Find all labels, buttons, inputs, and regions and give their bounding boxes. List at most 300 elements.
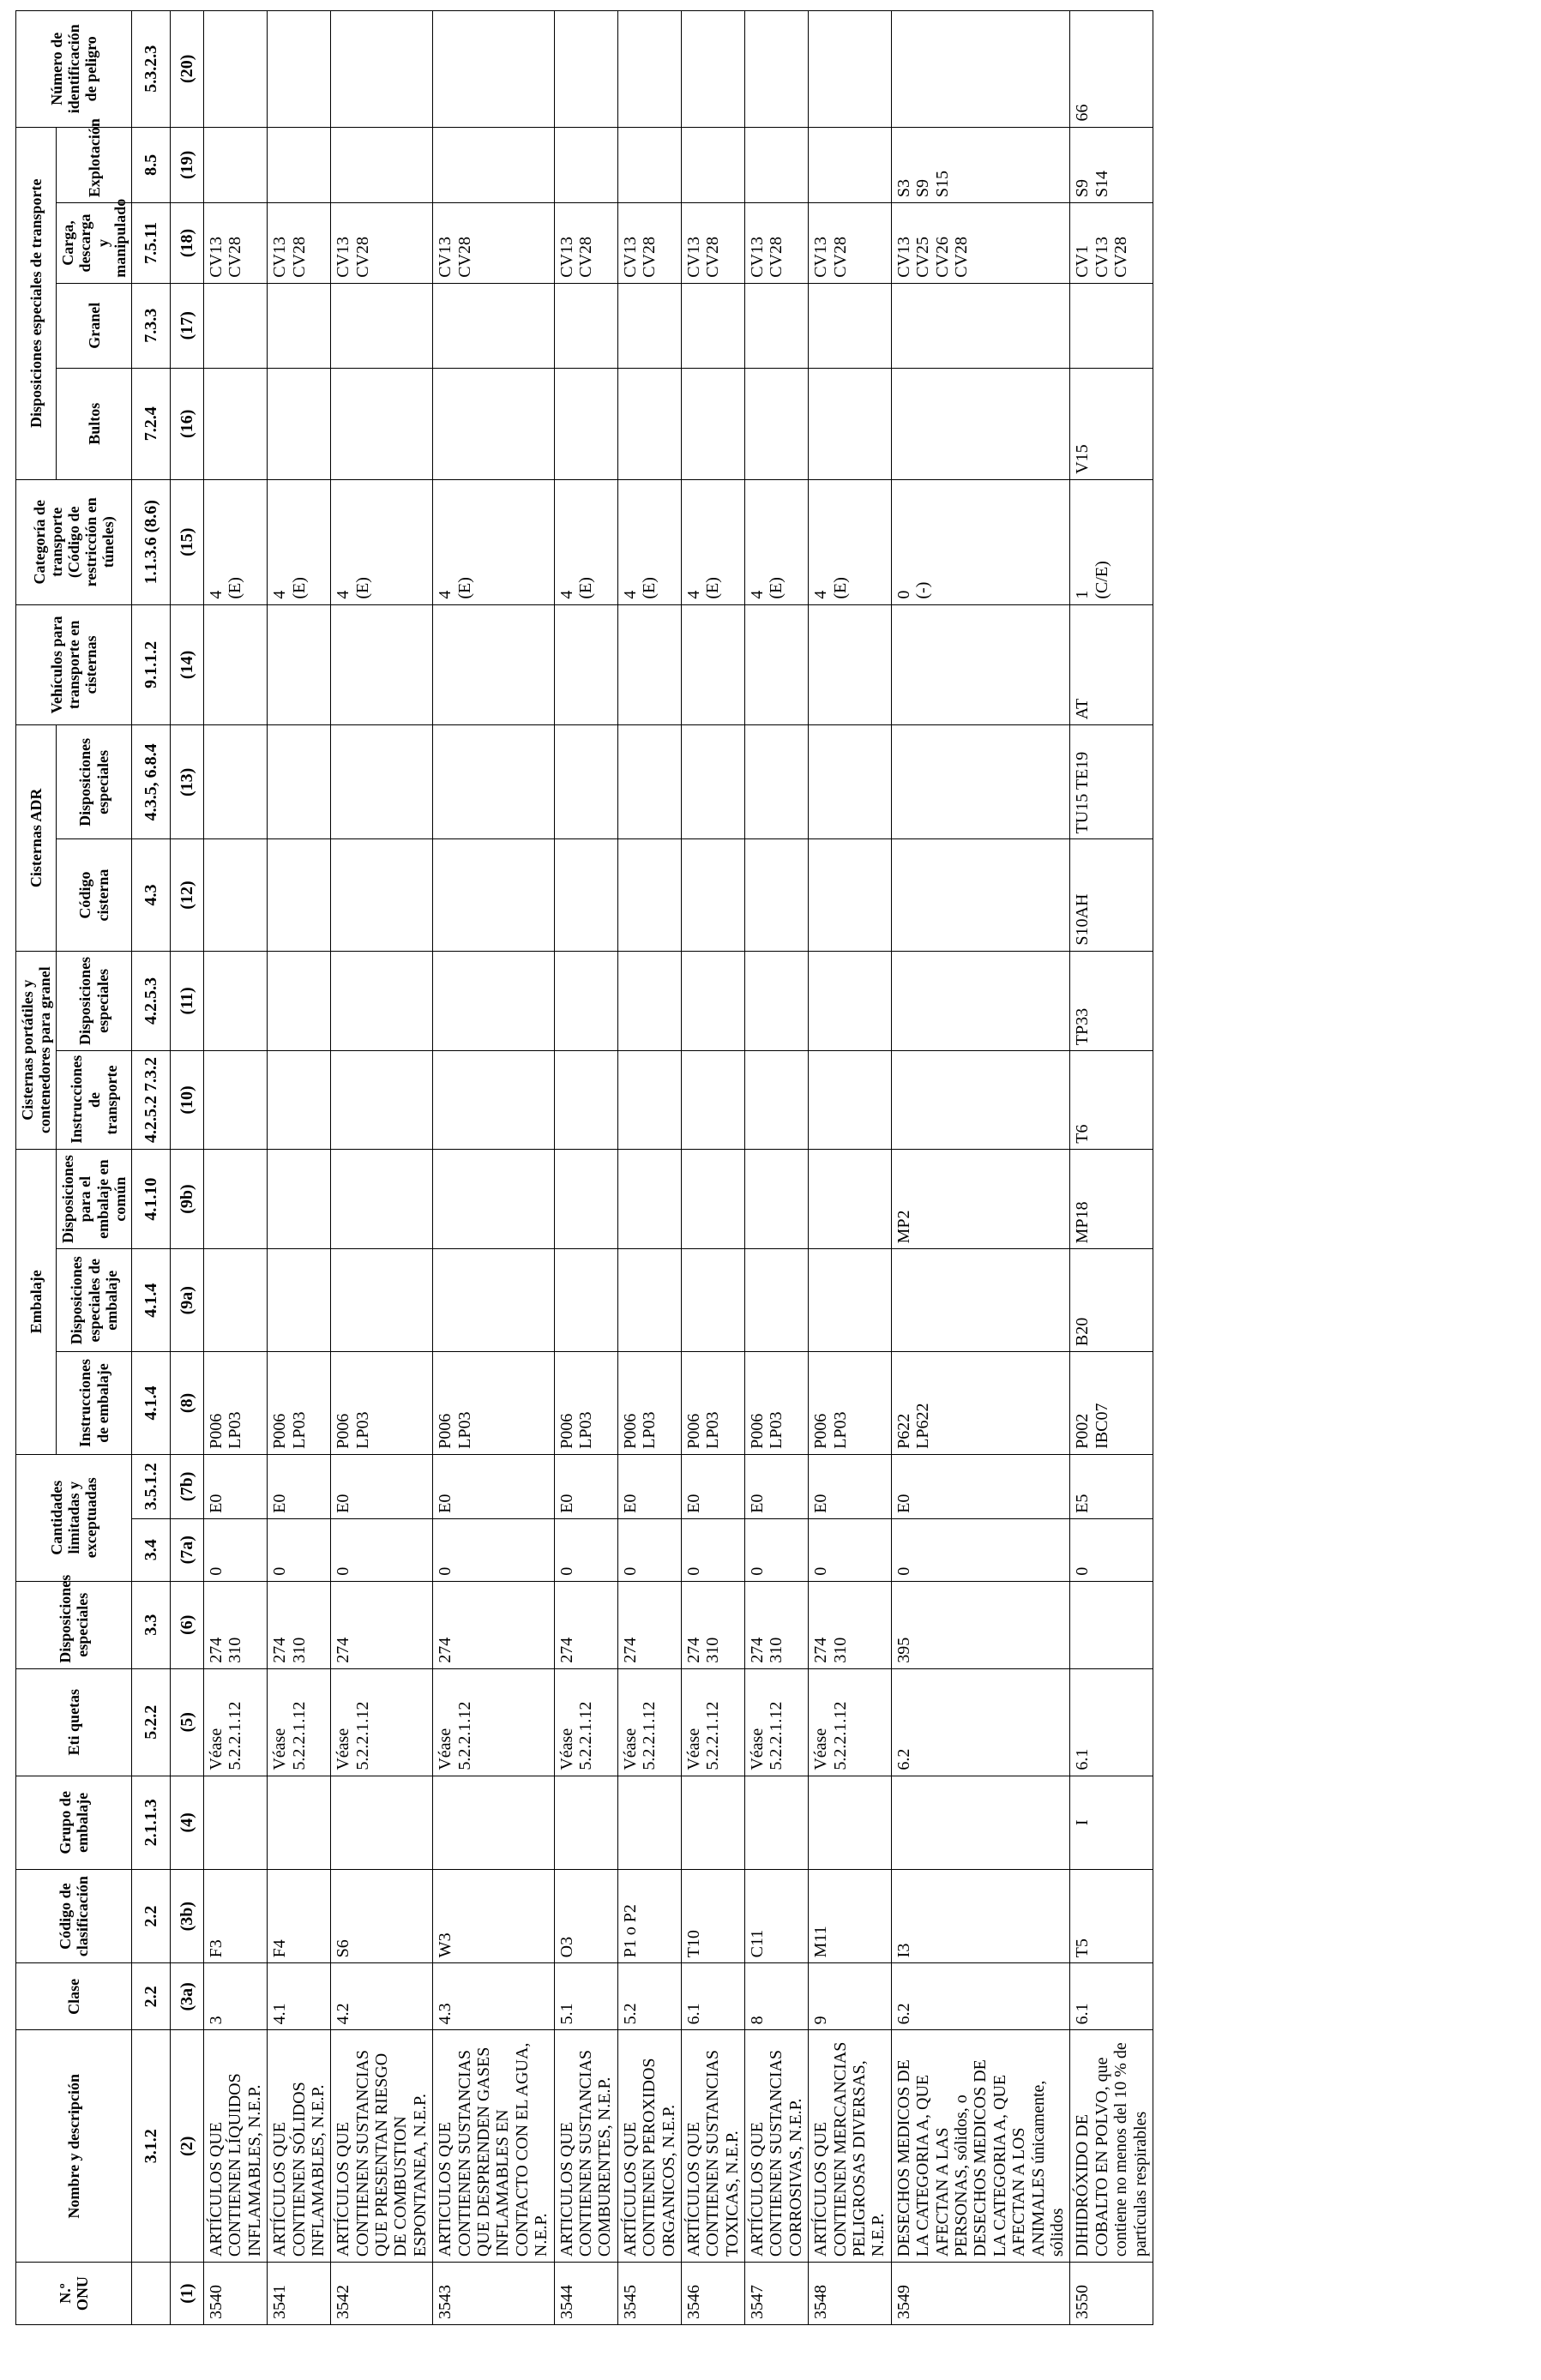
carga-cell-line: CV25 — [913, 237, 933, 278]
instrucciones-embalaje-cell — [554, 1352, 617, 1455]
clase-cell: 8 — [745, 1963, 809, 2030]
disp-especiales-cp-cell: TP33 — [1070, 951, 1153, 1051]
cantidad-exceptuada-cell: E0 — [433, 1454, 554, 1518]
header-granel: Granel — [57, 283, 132, 368]
disp-cell-line: 274 — [620, 1637, 640, 1663]
instrucciones-embalaje-cell-line: LP03 — [640, 1411, 659, 1449]
etiquetas-cell — [1070, 1668, 1153, 1776]
disp-embalaje-comun-cell — [809, 1149, 892, 1249]
disp-especiales-embalaje-cell — [203, 1249, 267, 1352]
etiquetas-cell-line: 5.2.2.1.12 — [226, 1701, 245, 1770]
clase-cell: 5.1 — [554, 1963, 617, 2030]
vehiculos-cell — [554, 604, 617, 725]
disp-cell — [268, 1581, 331, 1668]
grupo-cell: I — [1070, 1776, 1153, 1869]
instrucciones-embalaje-cell-line: P006 — [683, 1413, 703, 1449]
column-number-cell: (7a) — [170, 1518, 203, 1581]
carga-cell-line: CV13 — [557, 237, 576, 278]
etiquetas-cell-line: Véase — [557, 1728, 576, 1770]
instrucciones-embalaje-cell-line: LP03 — [289, 1411, 309, 1449]
categoria-cell — [331, 479, 433, 604]
bultos-cell — [745, 368, 809, 479]
grupo-cell — [745, 1776, 809, 1869]
cantidad-exceptuada-cell: E0 — [331, 1454, 433, 1518]
codigo-cisterna-cell — [203, 839, 267, 951]
numero-peligro-cell — [891, 11, 1070, 128]
codigo-cell: F4 — [268, 1869, 331, 1962]
carga-cell-line: CV13 — [334, 237, 353, 278]
clase-cell: 9 — [809, 1963, 892, 2030]
instrucciones-embalaje-cell-line: P002 — [1073, 1413, 1093, 1449]
granel-cell — [891, 283, 1070, 368]
table-row — [433, 11, 554, 2325]
codigo-cell: C11 — [745, 1869, 809, 1962]
explotacion-cell — [617, 127, 681, 203]
cantidad-exceptuada-cell: E0 — [891, 1454, 1070, 1518]
instrucciones-embalaje-cell — [681, 1352, 744, 1455]
instrucciones-transporte-cell: T6 — [1070, 1051, 1153, 1150]
etiquetas-cell — [617, 1668, 681, 1776]
etiquetas-cell-line: 5.2.2.1.12 — [640, 1701, 659, 1770]
granel-cell — [1070, 283, 1153, 368]
disp-especiales-cp-cell — [268, 951, 331, 1051]
categoria-cell-line: (E) — [352, 577, 372, 599]
disp-embalaje-comun-cell — [433, 1149, 554, 1249]
codigo-cisterna-cell: S10AH — [1070, 839, 1153, 951]
instrucciones-embalaje-cell-line: LP03 — [575, 1411, 595, 1449]
grupo-cell — [891, 1776, 1070, 1869]
instrucciones-embalaje-cell — [809, 1352, 892, 1455]
header-codigo-clasificacion: Código de clasificación — [16, 1869, 132, 1962]
header-numero-peligro: Número de identificación de peligro — [16, 11, 132, 128]
instrucciones-embalaje-cell-line: P006 — [620, 1413, 640, 1449]
disp-especiales-cp-cell — [331, 951, 433, 1051]
instrucciones-transporte-cell — [203, 1051, 267, 1150]
cantidad-exceptuada-cell: E0 — [203, 1454, 267, 1518]
bultos-cell: V15 — [1070, 368, 1153, 479]
codigo-cell: O3 — [554, 1869, 617, 1962]
codigo-cisterna-cell — [433, 839, 554, 951]
disp-cell-line: 310 — [289, 1637, 309, 1663]
instrucciones-embalaje-cell-line: LP03 — [767, 1411, 786, 1449]
reference-cell: 2.2 — [131, 1963, 170, 2030]
carga-cell-line: CV28 — [352, 237, 372, 278]
categoria-cell — [554, 479, 617, 604]
vehiculos-cell — [891, 604, 1070, 725]
column-number-cell: (4) — [170, 1776, 203, 1869]
disp-especiales-adr-cell — [617, 725, 681, 839]
disp-especiales-cp-cell — [554, 951, 617, 1051]
carga-cell-line: CV28 — [454, 237, 474, 278]
numero-peligro-cell — [268, 11, 331, 128]
instrucciones-transporte-cell — [745, 1051, 809, 1150]
carga-cell — [433, 203, 554, 284]
carga-cell-line: CV28 — [575, 237, 595, 278]
etiquetas-cell — [891, 1668, 1070, 1776]
cantidad-limitada-cell: 0 — [891, 1518, 1070, 1581]
disp-especiales-embalaje-cell — [745, 1249, 809, 1352]
header-vehiculos: Vehículos para transporte en cisternas — [16, 604, 132, 725]
etiquetas-cell-line: 5.2.2.1.12 — [575, 1701, 595, 1770]
instrucciones-transporte-cell — [891, 1051, 1070, 1150]
disp-especiales-embalaje-cell: B20 — [1070, 1249, 1153, 1352]
explotacion-cell — [268, 127, 331, 203]
header-disp-especiales-adr: Disposiciones especiales — [57, 725, 132, 839]
etiquetas-cell — [203, 1668, 267, 1776]
numero-peligro-cell — [745, 11, 809, 128]
bultos-cell — [891, 368, 1070, 479]
numero-peligro-cell — [554, 11, 617, 128]
instrucciones-embalaje-cell-line: P006 — [748, 1413, 767, 1449]
disp-cell — [891, 1581, 1070, 1668]
cantidad-exceptuada-cell: E0 — [745, 1454, 809, 1518]
carga-cell — [745, 203, 809, 284]
un-cell: 3540 — [203, 2263, 267, 2325]
column-number-cell: (9b) — [170, 1149, 203, 1249]
vehiculos-cell — [331, 604, 433, 725]
instrucciones-embalaje-cell-line: LP03 — [830, 1411, 850, 1449]
disp-especiales-cp-cell — [617, 951, 681, 1051]
disp-especiales-embalaje-cell — [617, 1249, 681, 1352]
header-cisternas-portatiles: Cisternas portátiles y contenedores para granel — [16, 951, 57, 1149]
cantidad-exceptuada-cell: E0 — [554, 1454, 617, 1518]
categoria-cell — [433, 479, 554, 604]
codigo-cell: T10 — [681, 1869, 744, 1962]
column-number-cell: (16) — [170, 368, 203, 479]
codigo-cell: F3 — [203, 1869, 267, 1962]
numero-peligro-cell — [203, 11, 267, 128]
header-disp-especiales-cp: Disposiciones especiales — [57, 951, 132, 1051]
categoria-cell-line: (E) — [640, 577, 659, 599]
reference-cell: 7.3.3 — [131, 283, 170, 368]
granel-cell — [433, 283, 554, 368]
disp-cell-line: 310 — [226, 1637, 245, 1663]
categoria-cell-line: (E) — [226, 577, 245, 599]
reference-cell: 4.1.4 — [131, 1352, 170, 1455]
column-number-cell: (6) — [170, 1581, 203, 1668]
column-number-cell: (12) — [170, 839, 203, 951]
vehiculos-cell — [745, 604, 809, 725]
vehiculos-cell — [433, 604, 554, 725]
numero-peligro-cell — [681, 11, 744, 128]
carga-cell-line: CV28 — [640, 237, 659, 278]
granel-cell — [617, 283, 681, 368]
carga-cell-line: CV13 — [1092, 237, 1111, 278]
grupo-cell — [617, 1776, 681, 1869]
reference-cell: 7.2.4 — [131, 368, 170, 479]
name-cell: ARTÍCULOS QUE CONTIENEN SUSTANCIAS QUE PRESENTAN RIESGO DE COMBUSTION ESPONTANEA, N.E.P. — [331, 2030, 433, 2263]
reference-cell: 5.3.2.3 — [131, 11, 170, 128]
explotacion-cell — [745, 127, 809, 203]
disp-cell-line: 310 — [703, 1637, 723, 1663]
name-cell: ARTÍCULOS QUE CONTIENEN SUSTANCIAS CORROSIVAS, N.E.P. — [745, 2030, 809, 2263]
etiquetas-cell-line: Véase — [748, 1728, 767, 1770]
categoria-cell-line: 4 — [557, 590, 576, 599]
un-cell: 3544 — [554, 2263, 617, 2325]
categoria-cell — [268, 479, 331, 604]
disp-cell — [1070, 1581, 1153, 1668]
categoria-cell-line: 4 — [436, 590, 455, 599]
categoria-cell-line: (-) — [913, 581, 933, 599]
explotacion-cell — [681, 127, 744, 203]
numero-peligro-cell — [617, 11, 681, 128]
vehiculos-cell — [617, 604, 681, 725]
disp-especiales-embalaje-cell — [891, 1249, 1070, 1352]
column-number-cell: (17) — [170, 283, 203, 368]
cantidad-limitada-cell: 0 — [1070, 1518, 1153, 1581]
grupo-cell — [203, 1776, 267, 1869]
etiquetas-cell-line: 6.2 — [894, 1748, 913, 1770]
carga-cell-line: CV28 — [767, 237, 786, 278]
document-page — [15, 10, 1435, 2325]
instrucciones-embalaje-cell — [891, 1352, 1070, 1455]
bultos-cell — [809, 368, 892, 479]
disp-cell-line: 395 — [894, 1637, 913, 1663]
table-row — [891, 11, 1070, 2325]
header-embalaje: Embalaje — [16, 1149, 57, 1454]
disp-cell — [681, 1581, 744, 1668]
carga-cell-line: CV28 — [289, 237, 309, 278]
disp-cell-line: 274 — [683, 1637, 703, 1663]
header-categoria: Categoría de transporte (Código de restricción en túneles) — [16, 479, 132, 604]
codigo-cisterna-cell — [617, 839, 681, 951]
column-number-cell: (10) — [170, 1051, 203, 1150]
explotacion-cell — [331, 127, 433, 203]
granel-cell — [331, 283, 433, 368]
vehiculos-cell — [681, 604, 744, 725]
table-row — [745, 11, 809, 2325]
carga-cell-line: CV28 — [952, 237, 971, 278]
column-number-row — [170, 11, 203, 2325]
disp-embalaje-comun-cell — [681, 1149, 744, 1249]
column-number-cell: (3b) — [170, 1869, 203, 1962]
name-cell: ARTÍCULOS QUE CONTIENEN LÍQUIDOS INFLAMABLES, N.E.P. — [203, 2030, 267, 2263]
column-number-cell: (2) — [170, 2030, 203, 2263]
instrucciones-embalaje-cell — [268, 1352, 331, 1455]
header-instrucciones-embalaje: Instrucciones de embalaje — [57, 1352, 132, 1455]
granel-cell — [203, 283, 267, 368]
un-cell: 3548 — [809, 2263, 892, 2325]
header-cantidades: Cantidades limitadas y exceptuadas — [16, 1454, 132, 1581]
carga-cell-line: CV28 — [703, 237, 723, 278]
etiquetas-cell-line: 5.2.2.1.12 — [703, 1701, 723, 1770]
header-cisternas-adr: Cisternas ADR — [16, 725, 57, 951]
name-cell: ARTÍCULOS QUE CONTIENEN SÓLIDOS INFLAMABLES, N.E.P. — [268, 2030, 331, 2263]
etiquetas-cell-line: Véase — [334, 1728, 353, 1770]
header-disp-transporte: Disposiciones especiales de transporte — [16, 127, 57, 479]
column-number-cell: (5) — [170, 1668, 203, 1776]
etiquetas-cell-line: Véase — [811, 1728, 831, 1770]
disp-especiales-embalaje-cell — [331, 1249, 433, 1352]
disp-embalaje-comun-cell — [268, 1149, 331, 1249]
clase-cell: 4.2 — [331, 1963, 433, 2030]
categoria-cell — [1070, 479, 1153, 604]
un-cell: 3542 — [331, 2263, 433, 2325]
categoria-cell — [891, 479, 1070, 604]
etiquetas-cell — [745, 1668, 809, 1776]
column-number-cell: (3a) — [170, 1963, 203, 2030]
column-number-cell: (20) — [170, 11, 203, 128]
instrucciones-embalaje-cell-line: IBC07 — [1092, 1403, 1111, 1449]
disp-cell-line: 274 — [206, 1637, 226, 1663]
disp-cell-line: 274 — [748, 1637, 767, 1663]
reference-cell: 3.4 — [131, 1518, 170, 1581]
categoria-cell — [203, 479, 267, 604]
disp-especiales-embalaje-cell — [433, 1249, 554, 1352]
grupo-cell — [554, 1776, 617, 1869]
categoria-cell — [617, 479, 681, 604]
clase-cell: 4.3 — [433, 1963, 554, 2030]
column-number-cell: (14) — [170, 604, 203, 725]
cantidad-limitada-cell: 0 — [203, 1518, 267, 1581]
table-row — [554, 11, 617, 2325]
numero-peligro-cell: 66 — [1070, 11, 1153, 128]
instrucciones-embalaje-cell-line: P622 — [894, 1413, 913, 1449]
codigo-cell: I3 — [891, 1869, 1070, 1962]
header-carga: Carga, descarga y manipulado — [57, 203, 132, 284]
name-cell: ARTÍCULOS QUE CONTIENEN MERCANCIAS PELIGROSAS DIVERSAS, N.E.P. — [809, 2030, 892, 2263]
disp-especiales-cp-cell — [203, 951, 267, 1051]
explotacion-cell — [1070, 127, 1153, 203]
categoria-cell-line: 4 — [748, 590, 767, 599]
granel-cell — [745, 283, 809, 368]
header-etiquetas: Eti quetas — [16, 1668, 132, 1776]
reference-cell: 1.1.3.6 (8.6) — [131, 479, 170, 604]
reference-cell: 4.2.5.3 — [131, 951, 170, 1051]
explotacion-cell-line: S15 — [932, 170, 952, 198]
table-row — [268, 11, 331, 2325]
reference-cell: 3.1.2 — [131, 2030, 170, 2263]
bultos-cell — [681, 368, 744, 479]
instrucciones-embalaje-cell-line: LP03 — [352, 1411, 372, 1449]
reference-cell: 5.2.2 — [131, 1668, 170, 1776]
clase-cell: 4.1 — [268, 1963, 331, 2030]
granel-cell — [809, 283, 892, 368]
cantidad-limitada-cell: 0 — [433, 1518, 554, 1581]
disp-embalaje-comun-cell: MP18 — [1070, 1149, 1153, 1249]
cantidad-limitada-cell: 0 — [745, 1518, 809, 1581]
carga-cell-line: CV13 — [683, 237, 703, 278]
disp-cell-line: 274 — [436, 1637, 455, 1663]
categoria-cell — [809, 479, 892, 604]
codigo-cisterna-cell — [681, 839, 744, 951]
disp-especiales-adr-cell — [681, 725, 744, 839]
etiquetas-cell-line: Véase — [683, 1728, 703, 1770]
categoria-cell — [681, 479, 744, 604]
disp-especiales-embalaje-cell — [554, 1249, 617, 1352]
header-disp-especiales: Disposiciones especiales — [16, 1581, 132, 1668]
grupo-cell — [331, 1776, 433, 1869]
codigo-cisterna-cell — [891, 839, 1070, 951]
clase-cell: 6.1 — [1070, 1963, 1153, 2030]
disp-cell — [745, 1581, 809, 1668]
categoria-cell-line: (E) — [289, 577, 309, 599]
instrucciones-embalaje-cell — [433, 1352, 554, 1455]
disp-embalaje-comun-cell — [331, 1149, 433, 1249]
disp-especiales-embalaje-cell — [681, 1249, 744, 1352]
column-number-cell: (19) — [170, 127, 203, 203]
carga-cell-line: CV13 — [748, 237, 767, 278]
instrucciones-embalaje-cell — [1070, 1352, 1153, 1455]
reference-cell: 3.3 — [131, 1581, 170, 1668]
dangerous-goods-table — [15, 10, 1153, 2325]
carga-cell-line: CV28 — [830, 237, 850, 278]
etiquetas-cell — [331, 1668, 433, 1776]
column-number-cell: (18) — [170, 203, 203, 284]
disp-especiales-adr-cell — [554, 725, 617, 839]
disp-cell — [203, 1581, 267, 1668]
granel-cell — [681, 283, 744, 368]
column-number-cell: (9a) — [170, 1249, 203, 1352]
reference-cell: 4.1.10 — [131, 1149, 170, 1249]
etiquetas-cell-line: Véase — [206, 1728, 226, 1770]
instrucciones-embalaje-cell-line: P006 — [334, 1413, 353, 1449]
cantidad-exceptuada-cell: E0 — [809, 1454, 892, 1518]
un-cell: 3549 — [891, 2263, 1070, 2325]
etiquetas-cell — [554, 1668, 617, 1776]
cantidad-exceptuada-cell: E0 — [268, 1454, 331, 1518]
numero-peligro-cell — [331, 11, 433, 128]
un-cell: 3545 — [617, 2263, 681, 2325]
codigo-cisterna-cell — [809, 839, 892, 951]
instrucciones-embalaje-cell-line: LP03 — [454, 1411, 474, 1449]
carga-cell — [617, 203, 681, 284]
table-row — [1070, 11, 1153, 2325]
header-un-no: N.º ONU — [16, 2263, 132, 2325]
disp-especiales-adr-cell: TU15 TE19 — [1070, 725, 1153, 839]
disp-especiales-cp-cell — [745, 951, 809, 1051]
categoria-cell-line: (C/E) — [1092, 561, 1111, 599]
categoria-cell-line: (E) — [767, 577, 786, 599]
disp-especiales-cp-cell — [681, 951, 744, 1051]
carga-cell-line: CV28 — [226, 237, 245, 278]
categoria-cell-line: 4 — [334, 590, 353, 599]
granel-cell — [554, 283, 617, 368]
cantidad-limitada-cell: 0 — [554, 1518, 617, 1581]
table-row — [681, 11, 744, 2325]
clase-cell: 6.2 — [891, 1963, 1070, 2030]
carga-cell-line: CV13 — [206, 237, 226, 278]
etiquetas-cell-line: 5.2.2.1.12 — [830, 1701, 850, 1770]
instrucciones-embalaje-cell-line: P006 — [557, 1413, 576, 1449]
cantidad-exceptuada-cell: E5 — [1070, 1454, 1153, 1518]
reference-cell: 7.5.11 — [131, 203, 170, 284]
disp-especiales-adr-cell — [745, 725, 809, 839]
header-grupo-embalaje: Grupo de embalaje — [16, 1776, 132, 1869]
instrucciones-embalaje-cell-line: LP622 — [913, 1403, 933, 1449]
categoria-cell-line: (E) — [454, 577, 474, 599]
table-row — [617, 11, 681, 2325]
etiquetas-cell — [681, 1668, 744, 1776]
codigo-cell: W3 — [433, 1869, 554, 1962]
disp-embalaje-comun-cell — [745, 1149, 809, 1249]
carga-cell-line: CV13 — [894, 237, 913, 278]
instrucciones-embalaje-cell — [745, 1352, 809, 1455]
etiquetas-cell-line: Véase — [620, 1728, 640, 1770]
disp-cell-line: 274 — [270, 1637, 290, 1663]
categoria-cell-line: 4 — [620, 590, 640, 599]
carga-cell — [681, 203, 744, 284]
codigo-cisterna-cell — [554, 839, 617, 951]
disp-cell — [331, 1581, 433, 1668]
disp-especiales-embalaje-cell — [809, 1249, 892, 1352]
disp-embalaje-comun-cell: MP2 — [891, 1149, 1070, 1249]
un-cell: 3541 — [268, 2263, 331, 2325]
codigo-cell: T5 — [1070, 1869, 1153, 1962]
categoria-cell-line: 4 — [206, 590, 226, 599]
disp-especiales-adr-cell — [433, 725, 554, 839]
bultos-cell — [433, 368, 554, 479]
